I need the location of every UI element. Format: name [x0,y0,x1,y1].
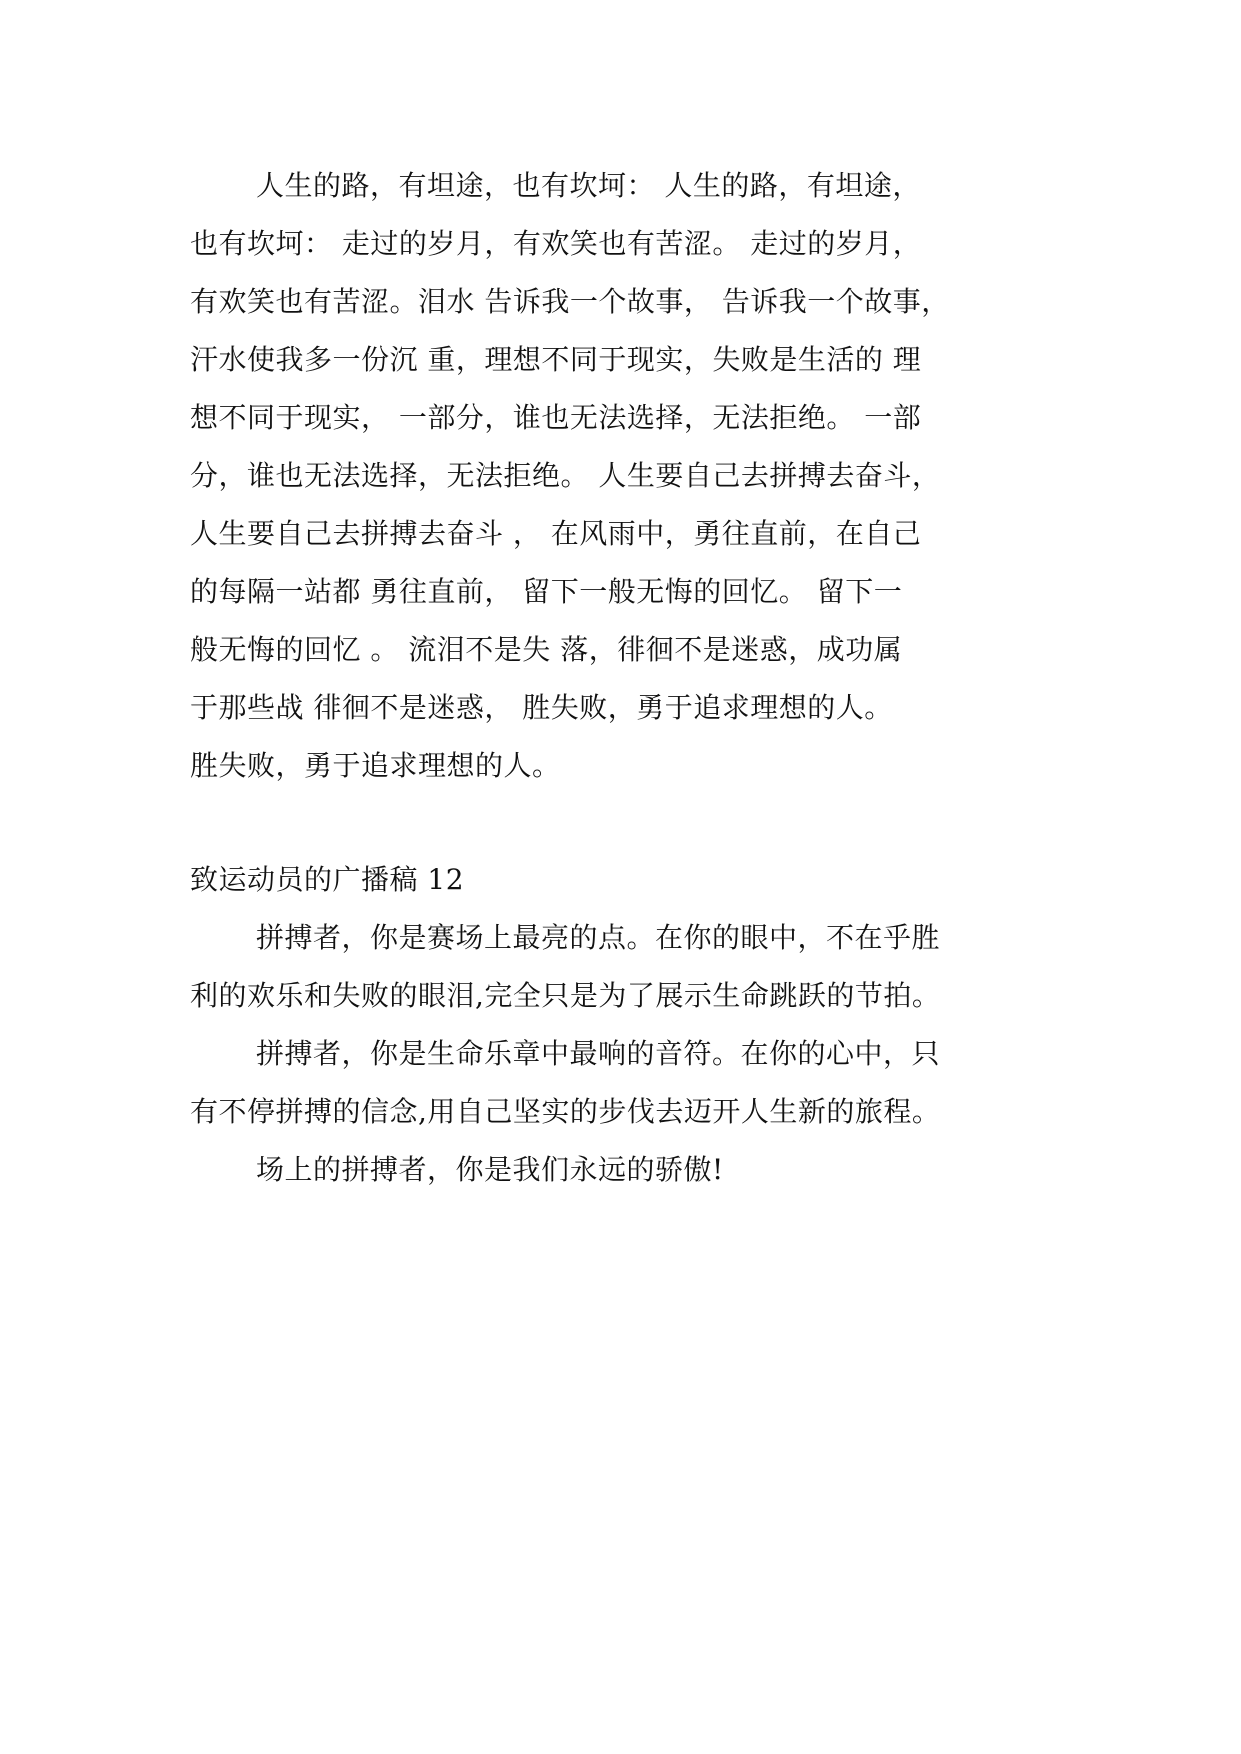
paragraph-line: 胜失败，勇于追求理想的人。 [190,749,561,782]
paragraph-line: 有不停拼搏的信念,用自己坚实的步伐去迈开人生新的旅程。 [190,1095,941,1128]
paragraph-line: 场上的拼搏者，你是我们永远的骄傲! [256,1153,724,1186]
paragraph-line: 人生要自己去拼搏去奋斗 ， 在风雨中，勇往直前，在自己 [190,517,922,550]
paragraph-line: 汗水使我多一份沉 重，理想不同于现实，失败是生活的 理 [190,343,922,376]
paragraph-line: 拼搏者，你是生命乐章中最响的音符。在你的心中，只 [256,1037,941,1070]
paragraph-line: 有欢笑也有苦涩。泪水 告诉我一个故事， 告诉我一个故事， [190,285,950,318]
paragraph-line: 分，谁也无法选择，无法拒绝。 人生要自己去拼搏去奋斗， [190,459,941,492]
paragraph-line: 的每隔一站都 勇往直前， 留下一般无悔的回忆。 留下一 [190,575,903,608]
paragraph-line: 人生的路，有坦途，也有坎坷： 人生的路，有坦途， [256,169,921,202]
section-title: 致运动员的广播稿 12 [190,863,465,896]
paragraph-line: 也有坎坷： 走过的岁月，有欢笑也有苦涩。 走过的岁月， [190,227,922,260]
paragraph-line: 拼搏者，你是赛场上最亮的点。在你的眼中，不在乎胜 [256,921,941,954]
paragraph-line: 般无悔的回忆 。 流泪不是失 落，徘徊不是迷惑，成功属 [190,633,903,666]
paragraph-line: 想不同于现实， 一部分，谁也无法选择，无法拒绝。 一部 [190,401,922,434]
paragraph-line: 利的欢乐和失败的眼泪,完全只是为了展示生命跳跃的节拍。 [190,979,941,1012]
paragraph-line: 于那些战 徘徊不是迷惑， 胜失败，勇于追求理想的人。 [190,691,893,724]
